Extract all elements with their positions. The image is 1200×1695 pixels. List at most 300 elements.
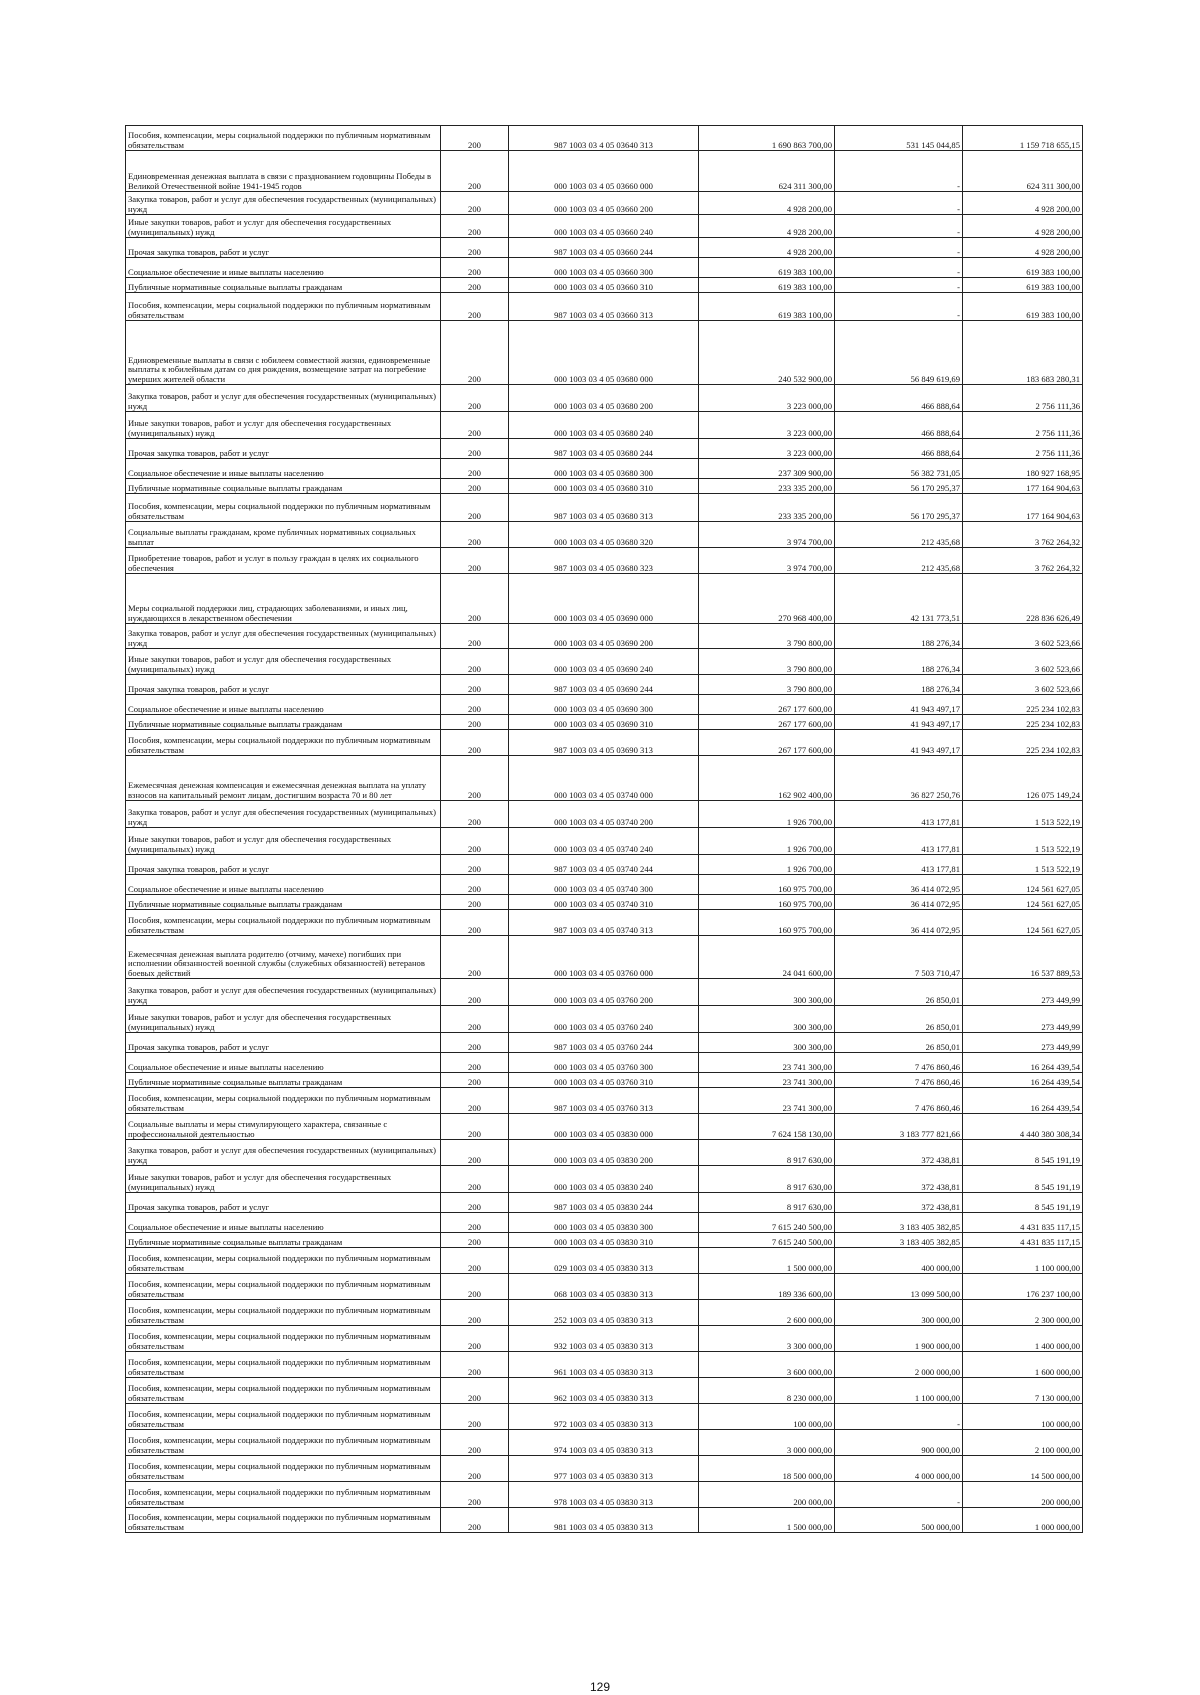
row-approved-amount: 3 974 700,00	[699, 548, 835, 574]
row-line-code: 200	[441, 192, 509, 215]
row-executed-amount: 400 000,00	[835, 1248, 963, 1274]
row-approved-amount: 3 790 800,00	[699, 624, 835, 649]
row-name: Публичные нормативные социальные выплаты гражданам	[126, 1073, 441, 1088]
row-executed-amount: -	[835, 215, 963, 238]
row-unexecuted-amount: 200 000,00	[963, 1482, 1083, 1508]
row-approved-amount: 267 177 600,00	[699, 695, 835, 715]
row-unexecuted-amount: 8 545 191,19	[963, 1140, 1083, 1166]
row-executed-amount: 1 900 000,00	[835, 1326, 963, 1352]
row-executed-amount: 372 438,81	[835, 1193, 963, 1213]
table-row	[126, 412, 1083, 439]
row-line-code: 200	[441, 624, 509, 649]
row-line-code: 200	[441, 979, 509, 1006]
row-unexecuted-amount: 1 600 000,00	[963, 1352, 1083, 1378]
row-approved-amount: 4 928 200,00	[699, 215, 835, 238]
row-line-code: 200	[441, 548, 509, 574]
row-unexecuted-amount: 1 513 522,19	[963, 801, 1083, 828]
row-line-code: 200	[441, 238, 509, 258]
row-line-code: 200	[441, 695, 509, 715]
row-line-code: 200	[441, 828, 509, 855]
row-name: Иные закупки товаров, работ и услуг для обеспечения государственных (муниципальных) нужд	[126, 649, 441, 675]
row-approved-amount: 7 615 240 500,00	[699, 1213, 835, 1233]
table-row	[126, 459, 1083, 479]
row-budget-code: 987 1003 03 4 05 03680 244	[509, 439, 699, 459]
row-name: Прочая закупка товаров, работ и услуг	[126, 1033, 441, 1053]
row-approved-amount: 8 917 630,00	[699, 1193, 835, 1213]
row-executed-amount: 7 476 860,46	[835, 1073, 963, 1088]
row-executed-amount: 372 438,81	[835, 1140, 963, 1166]
row-budget-code: 987 1003 03 4 05 03760 313	[509, 1088, 699, 1114]
row-budget-code: 000 1003 03 4 05 03680 240	[509, 412, 699, 439]
row-name: Социальные выплаты и меры стимулирующего характера, связанные с профессиональной деятельностью	[126, 1114, 441, 1140]
row-unexecuted-amount: 16 264 439,54	[963, 1088, 1083, 1114]
row-executed-amount: 26 850,01	[835, 979, 963, 1006]
row-budget-code: 987 1003 03 4 05 03830 244	[509, 1193, 699, 1213]
row-executed-amount: 36 414 072,95	[835, 910, 963, 936]
row-approved-amount: 3 790 800,00	[699, 675, 835, 695]
row-line-code: 200	[441, 855, 509, 875]
row-line-code: 200	[441, 649, 509, 675]
row-line-code: 200	[441, 910, 509, 936]
row-name: Социальное обеспечение и иные выплаты населению	[126, 1053, 441, 1073]
row-executed-amount: 212 435,68	[835, 522, 963, 548]
row-name: Прочая закупка товаров, работ и услуг	[126, 855, 441, 875]
row-approved-amount: 619 383 100,00	[699, 293, 835, 321]
table-row	[126, 1482, 1083, 1508]
row-budget-code: 987 1003 03 4 05 03680 313	[509, 494, 699, 522]
row-approved-amount: 1 926 700,00	[699, 801, 835, 828]
table-row	[126, 1300, 1083, 1326]
row-line-code: 200	[441, 1378, 509, 1404]
row-line-code: 200	[441, 321, 509, 385]
row-budget-code: 000 1003 03 4 05 03680 310	[509, 479, 699, 494]
row-executed-amount: 41 943 497,17	[835, 730, 963, 756]
row-approved-amount: 3 790 800,00	[699, 649, 835, 675]
row-approved-amount: 1 926 700,00	[699, 855, 835, 875]
row-line-code: 200	[441, 1193, 509, 1213]
row-name: Прочая закупка товаров, работ и услуг	[126, 1193, 441, 1213]
row-approved-amount: 3 974 700,00	[699, 522, 835, 548]
row-approved-amount: 23 741 300,00	[699, 1073, 835, 1088]
row-executed-amount: -	[835, 293, 963, 321]
table-row	[126, 828, 1083, 855]
row-unexecuted-amount: 1 513 522,19	[963, 855, 1083, 875]
row-unexecuted-amount: 228 836 626,49	[963, 574, 1083, 624]
row-name: Иные закупки товаров, работ и услуг для обеспечения государственных (муниципальных) нужд	[126, 1166, 441, 1193]
row-unexecuted-amount: 176 237 100,00	[963, 1274, 1083, 1300]
table-row	[126, 1033, 1083, 1053]
row-unexecuted-amount: 2 300 000,00	[963, 1300, 1083, 1326]
row-approved-amount: 3 600 000,00	[699, 1352, 835, 1378]
row-approved-amount: 240 532 900,00	[699, 321, 835, 385]
row-name: Иные закупки товаров, работ и услуг для обеспечения государственных (муниципальных) нужд	[126, 828, 441, 855]
row-approved-amount: 8 917 630,00	[699, 1166, 835, 1193]
row-budget-code: 000 1003 03 4 05 03660 310	[509, 278, 699, 293]
row-unexecuted-amount: 183 683 280,31	[963, 321, 1083, 385]
row-unexecuted-amount: 2 100 000,00	[963, 1430, 1083, 1456]
row-budget-code: 981 1003 03 4 05 03830 313	[509, 1508, 699, 1533]
row-name: Пособия, компенсации, меры социальной поддержки по публичным нормативным обязательствам	[126, 1508, 441, 1533]
table-row	[126, 258, 1083, 278]
row-unexecuted-amount: 124 561 627,05	[963, 875, 1083, 895]
row-executed-amount: 188 276,34	[835, 624, 963, 649]
row-approved-amount: 189 336 600,00	[699, 1274, 835, 1300]
table-row	[126, 624, 1083, 649]
row-budget-code: 978 1003 03 4 05 03830 313	[509, 1482, 699, 1508]
row-line-code: 200	[441, 278, 509, 293]
row-unexecuted-amount: 4 440 380 308,34	[963, 1114, 1083, 1140]
table-row	[126, 1430, 1083, 1456]
row-unexecuted-amount: 14 500 000,00	[963, 1456, 1083, 1482]
row-executed-amount: 500 000,00	[835, 1508, 963, 1533]
row-line-code: 200	[441, 1053, 509, 1073]
row-budget-code: 000 1003 03 4 05 03690 000	[509, 574, 699, 624]
table-row	[126, 1088, 1083, 1114]
row-line-code: 200	[441, 1430, 509, 1456]
row-line-code: 200	[441, 1166, 509, 1193]
row-executed-amount: -	[835, 1482, 963, 1508]
table-row	[126, 1274, 1083, 1300]
table-row	[126, 321, 1083, 385]
table-row	[126, 192, 1083, 215]
row-line-code: 200	[441, 459, 509, 479]
row-unexecuted-amount: 225 234 102,83	[963, 730, 1083, 756]
row-approved-amount: 270 968 400,00	[699, 574, 835, 624]
row-unexecuted-amount: 4 928 200,00	[963, 238, 1083, 258]
row-approved-amount: 7 615 240 500,00	[699, 1233, 835, 1248]
row-budget-code: 029 1003 03 4 05 03830 313	[509, 1248, 699, 1274]
table-row	[126, 979, 1083, 1006]
row-line-code: 200	[441, 215, 509, 238]
row-line-code: 200	[441, 385, 509, 412]
row-approved-amount: 3 300 000,00	[699, 1326, 835, 1352]
row-name: Закупка товаров, работ и услуг для обеспечения государственных (муниципальных) нужд	[126, 192, 441, 215]
row-name: Иные закупки товаров, работ и услуг для обеспечения государственных (муниципальных) нужд	[126, 412, 441, 439]
row-budget-code: 000 1003 03 4 05 03760 240	[509, 1006, 699, 1033]
row-name: Социальное обеспечение и иные выплаты населению	[126, 258, 441, 278]
row-approved-amount: 2 600 000,00	[699, 1300, 835, 1326]
row-unexecuted-amount: 619 383 100,00	[963, 258, 1083, 278]
row-name: Публичные нормативные социальные выплаты гражданам	[126, 895, 441, 910]
row-unexecuted-amount: 3 762 264,32	[963, 522, 1083, 548]
row-unexecuted-amount: 624 311 300,00	[963, 151, 1083, 192]
row-unexecuted-amount: 225 234 102,83	[963, 695, 1083, 715]
row-executed-amount: 7 476 860,46	[835, 1088, 963, 1114]
row-executed-amount: 3 183 405 382,85	[835, 1233, 963, 1248]
row-budget-code: 252 1003 03 4 05 03830 313	[509, 1300, 699, 1326]
row-name: Пособия, компенсации, меры социальной поддержки по публичным нормативным обязательствам	[126, 1482, 441, 1508]
row-budget-code: 000 1003 03 4 05 03740 200	[509, 801, 699, 828]
table-row	[126, 1326, 1083, 1352]
row-name: Единовременная денежная выплата в связи с празднованием годовщины Победы в Великой Отечественной войне 1941-1945 годов	[126, 151, 441, 192]
row-executed-amount: 41 943 497,17	[835, 715, 963, 730]
row-executed-amount: 3 183 405 382,85	[835, 1213, 963, 1233]
row-name: Пособия, компенсации, меры социальной поддержки по публичным нормативным обязательствам	[126, 1404, 441, 1430]
table-row	[126, 875, 1083, 895]
row-approved-amount: 24 041 600,00	[699, 936, 835, 979]
row-line-code: 200	[441, 1352, 509, 1378]
row-name: Закупка товаров, работ и услуг для обеспечения государственных (муниципальных) нужд	[126, 801, 441, 828]
row-name: Пособия, компенсации, меры социальной поддержки по публичным нормативным обязательствам	[126, 1326, 441, 1352]
row-line-code: 200	[441, 479, 509, 494]
row-budget-code: 000 1003 03 4 05 03760 300	[509, 1053, 699, 1073]
table-row	[126, 1352, 1083, 1378]
row-line-code: 200	[441, 730, 509, 756]
row-line-code: 200	[441, 1274, 509, 1300]
row-budget-code: 000 1003 03 4 05 03740 000	[509, 756, 699, 801]
row-name: Пособия, компенсации, меры социальной поддержки по публичным нормативным обязательствам	[126, 293, 441, 321]
table-row	[126, 1053, 1083, 1073]
table-row	[126, 1073, 1083, 1088]
row-budget-code: 972 1003 03 4 05 03830 313	[509, 1404, 699, 1430]
row-line-code: 200	[441, 1508, 509, 1533]
row-budget-code: 000 1003 03 4 05 03760 200	[509, 979, 699, 1006]
row-approved-amount: 1 926 700,00	[699, 828, 835, 855]
row-unexecuted-amount: 4 431 835 117,15	[963, 1233, 1083, 1248]
row-executed-amount: -	[835, 238, 963, 258]
row-approved-amount: 267 177 600,00	[699, 730, 835, 756]
table-row	[126, 855, 1083, 875]
row-name: Иные закупки товаров, работ и услуг для обеспечения государственных (муниципальных) нужд	[126, 215, 441, 238]
table-row	[126, 1166, 1083, 1193]
row-budget-code: 000 1003 03 4 05 03760 000	[509, 936, 699, 979]
row-line-code: 200	[441, 1033, 509, 1053]
row-unexecuted-amount: 3 602 523,66	[963, 624, 1083, 649]
row-executed-amount: 26 850,01	[835, 1006, 963, 1033]
row-name: Пособия, компенсации, меры социальной поддержки по публичным нормативным обязательствам	[126, 1088, 441, 1114]
row-unexecuted-amount: 180 927 168,95	[963, 459, 1083, 479]
row-approved-amount: 100 000,00	[699, 1404, 835, 1430]
row-budget-code: 000 1003 03 4 05 03830 300	[509, 1213, 699, 1233]
table-row	[126, 895, 1083, 910]
row-line-code: 200	[441, 1006, 509, 1033]
row-executed-amount: 7 503 710,47	[835, 936, 963, 979]
row-approved-amount: 23 741 300,00	[699, 1088, 835, 1114]
row-budget-code: 000 1003 03 4 05 03760 310	[509, 1073, 699, 1088]
row-executed-amount: 41 943 497,17	[835, 695, 963, 715]
row-unexecuted-amount: 16 264 439,54	[963, 1073, 1083, 1088]
row-unexecuted-amount: 177 164 904,63	[963, 494, 1083, 522]
table-row	[126, 695, 1083, 715]
row-unexecuted-amount: 2 756 111,36	[963, 385, 1083, 412]
row-name: Пособия, компенсации, меры социальной поддержки по публичным нормативным обязательствам	[126, 1352, 441, 1378]
row-line-code: 200	[441, 412, 509, 439]
row-unexecuted-amount: 273 449,99	[963, 979, 1083, 1006]
row-executed-amount: 56 849 619,69	[835, 321, 963, 385]
row-executed-amount: 413 177,81	[835, 828, 963, 855]
row-approved-amount: 8 230 000,00	[699, 1378, 835, 1404]
row-budget-code: 977 1003 03 4 05 03830 313	[509, 1456, 699, 1482]
row-approved-amount: 619 383 100,00	[699, 258, 835, 278]
row-line-code: 200	[441, 1213, 509, 1233]
row-budget-code: 000 1003 03 4 05 03830 310	[509, 1233, 699, 1248]
row-line-code: 200	[441, 439, 509, 459]
table-row	[126, 1213, 1083, 1233]
row-budget-code: 961 1003 03 4 05 03830 313	[509, 1352, 699, 1378]
row-approved-amount: 300 300,00	[699, 979, 835, 1006]
row-name: Пособия, компенсации, меры социальной поддержки по публичным нормативным обязательствам	[126, 494, 441, 522]
row-budget-code: 068 1003 03 4 05 03830 313	[509, 1274, 699, 1300]
row-name: Пособия, компенсации, меры социальной поддержки по публичным нормативным обязательствам	[126, 1430, 441, 1456]
row-approved-amount: 18 500 000,00	[699, 1456, 835, 1482]
row-budget-code: 000 1003 03 4 05 03740 240	[509, 828, 699, 855]
row-line-code: 200	[441, 574, 509, 624]
row-budget-code: 987 1003 03 4 05 03690 313	[509, 730, 699, 756]
row-budget-code: 000 1003 03 4 05 03740 300	[509, 875, 699, 895]
row-name: Ежемесячная денежная выплата родителю (отчиму, мачехе) погибших при исполнении обязанностей военной службы (служебных обязанностей) ветеранов боевых действий	[126, 936, 441, 979]
row-executed-amount: 300 000,00	[835, 1300, 963, 1326]
row-unexecuted-amount: 225 234 102,83	[963, 715, 1083, 730]
row-budget-code: 000 1003 03 4 05 03740 310	[509, 895, 699, 910]
table-row	[126, 1193, 1083, 1213]
row-unexecuted-amount: 3 602 523,66	[963, 675, 1083, 695]
row-approved-amount: 1 500 000,00	[699, 1248, 835, 1274]
row-unexecuted-amount: 1 159 718 655,15	[963, 126, 1083, 151]
row-executed-amount: 372 438,81	[835, 1166, 963, 1193]
row-approved-amount: 3 223 000,00	[699, 439, 835, 459]
row-line-code: 200	[441, 1300, 509, 1326]
row-executed-amount: 212 435,68	[835, 548, 963, 574]
table-row	[126, 238, 1083, 258]
row-name: Публичные нормативные социальные выплаты гражданам	[126, 715, 441, 730]
table-row	[126, 293, 1083, 321]
table-row	[126, 1114, 1083, 1140]
row-line-code: 200	[441, 1233, 509, 1248]
row-budget-code: 987 1003 03 4 05 03740 244	[509, 855, 699, 875]
table-row	[126, 1508, 1083, 1533]
row-line-code: 200	[441, 126, 509, 151]
row-line-code: 200	[441, 1088, 509, 1114]
row-name: Публичные нормативные социальные выплаты гражданам	[126, 479, 441, 494]
row-name: Социальное обеспечение и иные выплаты населению	[126, 1213, 441, 1233]
row-approved-amount: 3 000 000,00	[699, 1430, 835, 1456]
row-name: Пособия, компенсации, меры социальной поддержки по публичным нормативным обязательствам	[126, 1456, 441, 1482]
row-executed-amount: 1 100 000,00	[835, 1378, 963, 1404]
row-budget-code: 000 1003 03 4 05 03680 300	[509, 459, 699, 479]
table-row	[126, 494, 1083, 522]
table-row	[126, 1404, 1083, 1430]
row-unexecuted-amount: 8 545 191,19	[963, 1193, 1083, 1213]
row-approved-amount: 267 177 600,00	[699, 715, 835, 730]
table-row	[126, 278, 1083, 293]
row-approved-amount: 4 928 200,00	[699, 238, 835, 258]
row-name: Прочая закупка товаров, работ и услуг	[126, 238, 441, 258]
row-executed-amount: 26 850,01	[835, 1033, 963, 1053]
row-budget-code: 000 1003 03 4 05 03690 240	[509, 649, 699, 675]
row-name: Закупка товаров, работ и услуг для обеспечения государственных (муниципальных) нужд	[126, 1140, 441, 1166]
row-line-code: 200	[441, 522, 509, 548]
row-name: Публичные нормативные социальные выплаты гражданам	[126, 278, 441, 293]
row-approved-amount: 1 690 863 700,00	[699, 126, 835, 151]
table-row	[126, 479, 1083, 494]
row-unexecuted-amount: 1 513 522,19	[963, 828, 1083, 855]
row-name: Меры социальной поддержки лиц, страдающих заболеваниями, и иных лиц, нуждающихся в лекарственном обеспечении	[126, 574, 441, 624]
row-name: Пособия, компенсации, меры социальной поддержки по публичным нормативным обязательствам	[126, 1378, 441, 1404]
row-executed-amount: 56 382 731,05	[835, 459, 963, 479]
row-budget-code: 000 1003 03 4 05 03660 000	[509, 151, 699, 192]
row-unexecuted-amount: 273 449,99	[963, 1033, 1083, 1053]
row-unexecuted-amount: 3 762 264,32	[963, 548, 1083, 574]
row-unexecuted-amount: 4 431 835 117,15	[963, 1213, 1083, 1233]
row-executed-amount: -	[835, 278, 963, 293]
row-approved-amount: 3 223 000,00	[699, 412, 835, 439]
row-unexecuted-amount: 1 000 000,00	[963, 1508, 1083, 1533]
row-unexecuted-amount: 619 383 100,00	[963, 293, 1083, 321]
row-unexecuted-amount: 8 545 191,19	[963, 1166, 1083, 1193]
row-budget-code: 962 1003 03 4 05 03830 313	[509, 1378, 699, 1404]
row-line-code: 200	[441, 801, 509, 828]
row-unexecuted-amount: 124 561 627,05	[963, 895, 1083, 910]
row-executed-amount: -	[835, 1404, 963, 1430]
table-row	[126, 1140, 1083, 1166]
row-executed-amount: 7 476 860,46	[835, 1053, 963, 1073]
row-name: Закупка товаров, работ и услуг для обеспечения государственных (муниципальных) нужд	[126, 979, 441, 1006]
row-approved-amount: 160 975 700,00	[699, 875, 835, 895]
row-approved-amount: 160 975 700,00	[699, 910, 835, 936]
table-row	[126, 151, 1083, 192]
row-budget-code: 000 1003 03 4 05 03660 240	[509, 215, 699, 238]
row-line-code: 200	[441, 936, 509, 979]
row-budget-code: 987 1003 03 4 05 03660 313	[509, 293, 699, 321]
row-executed-amount: 4 000 000,00	[835, 1456, 963, 1482]
row-budget-code: 987 1003 03 4 05 03680 323	[509, 548, 699, 574]
row-line-code: 200	[441, 258, 509, 278]
row-name: Пособия, компенсации, меры социальной поддержки по публичным нормативным обязательствам	[126, 126, 441, 151]
row-line-code: 200	[441, 895, 509, 910]
row-approved-amount: 4 928 200,00	[699, 192, 835, 215]
row-unexecuted-amount: 1 400 000,00	[963, 1326, 1083, 1352]
table-row	[126, 715, 1083, 730]
row-approved-amount: 233 335 200,00	[699, 479, 835, 494]
row-line-code: 200	[441, 875, 509, 895]
row-line-code: 200	[441, 715, 509, 730]
row-executed-amount: 413 177,81	[835, 801, 963, 828]
row-budget-code: 932 1003 03 4 05 03830 313	[509, 1326, 699, 1352]
row-unexecuted-amount: 177 164 904,63	[963, 479, 1083, 494]
row-approved-amount: 200 000,00	[699, 1482, 835, 1508]
row-executed-amount: 42 131 773,51	[835, 574, 963, 624]
row-budget-code: 000 1003 03 4 05 03830 240	[509, 1166, 699, 1193]
row-unexecuted-amount: 3 602 523,66	[963, 649, 1083, 675]
row-executed-amount: -	[835, 151, 963, 192]
row-budget-code: 987 1003 03 4 05 03740 313	[509, 910, 699, 936]
table-row	[126, 649, 1083, 675]
row-unexecuted-amount: 2 756 111,36	[963, 439, 1083, 459]
row-executed-amount: 188 276,34	[835, 649, 963, 675]
row-name: Пособия, компенсации, меры социальной поддержки по публичным нормативным обязательствам	[126, 910, 441, 936]
row-executed-amount: 56 170 295,37	[835, 479, 963, 494]
row-budget-code: 000 1003 03 4 05 03830 000	[509, 1114, 699, 1140]
table-row	[126, 1378, 1083, 1404]
row-approved-amount: 8 917 630,00	[699, 1140, 835, 1166]
row-unexecuted-amount: 619 383 100,00	[963, 278, 1083, 293]
row-approved-amount: 1 500 000,00	[699, 1508, 835, 1533]
row-budget-code: 974 1003 03 4 05 03830 313	[509, 1430, 699, 1456]
row-executed-amount: 466 888,64	[835, 412, 963, 439]
table-row	[126, 1006, 1083, 1033]
table-body	[126, 126, 1083, 1533]
row-executed-amount: 188 276,34	[835, 675, 963, 695]
row-budget-code: 000 1003 03 4 05 03690 200	[509, 624, 699, 649]
table-row	[126, 675, 1083, 695]
row-budget-code: 000 1003 03 4 05 03690 300	[509, 695, 699, 715]
row-executed-amount: 900 000,00	[835, 1430, 963, 1456]
row-approved-amount: 233 335 200,00	[699, 494, 835, 522]
row-name: Иные закупки товаров, работ и услуг для обеспечения государственных (муниципальных) нужд	[126, 1006, 441, 1033]
row-executed-amount: 36 414 072,95	[835, 895, 963, 910]
page-number: 129	[589, 1680, 611, 1694]
row-budget-code: 987 1003 03 4 05 03640 313	[509, 126, 699, 151]
